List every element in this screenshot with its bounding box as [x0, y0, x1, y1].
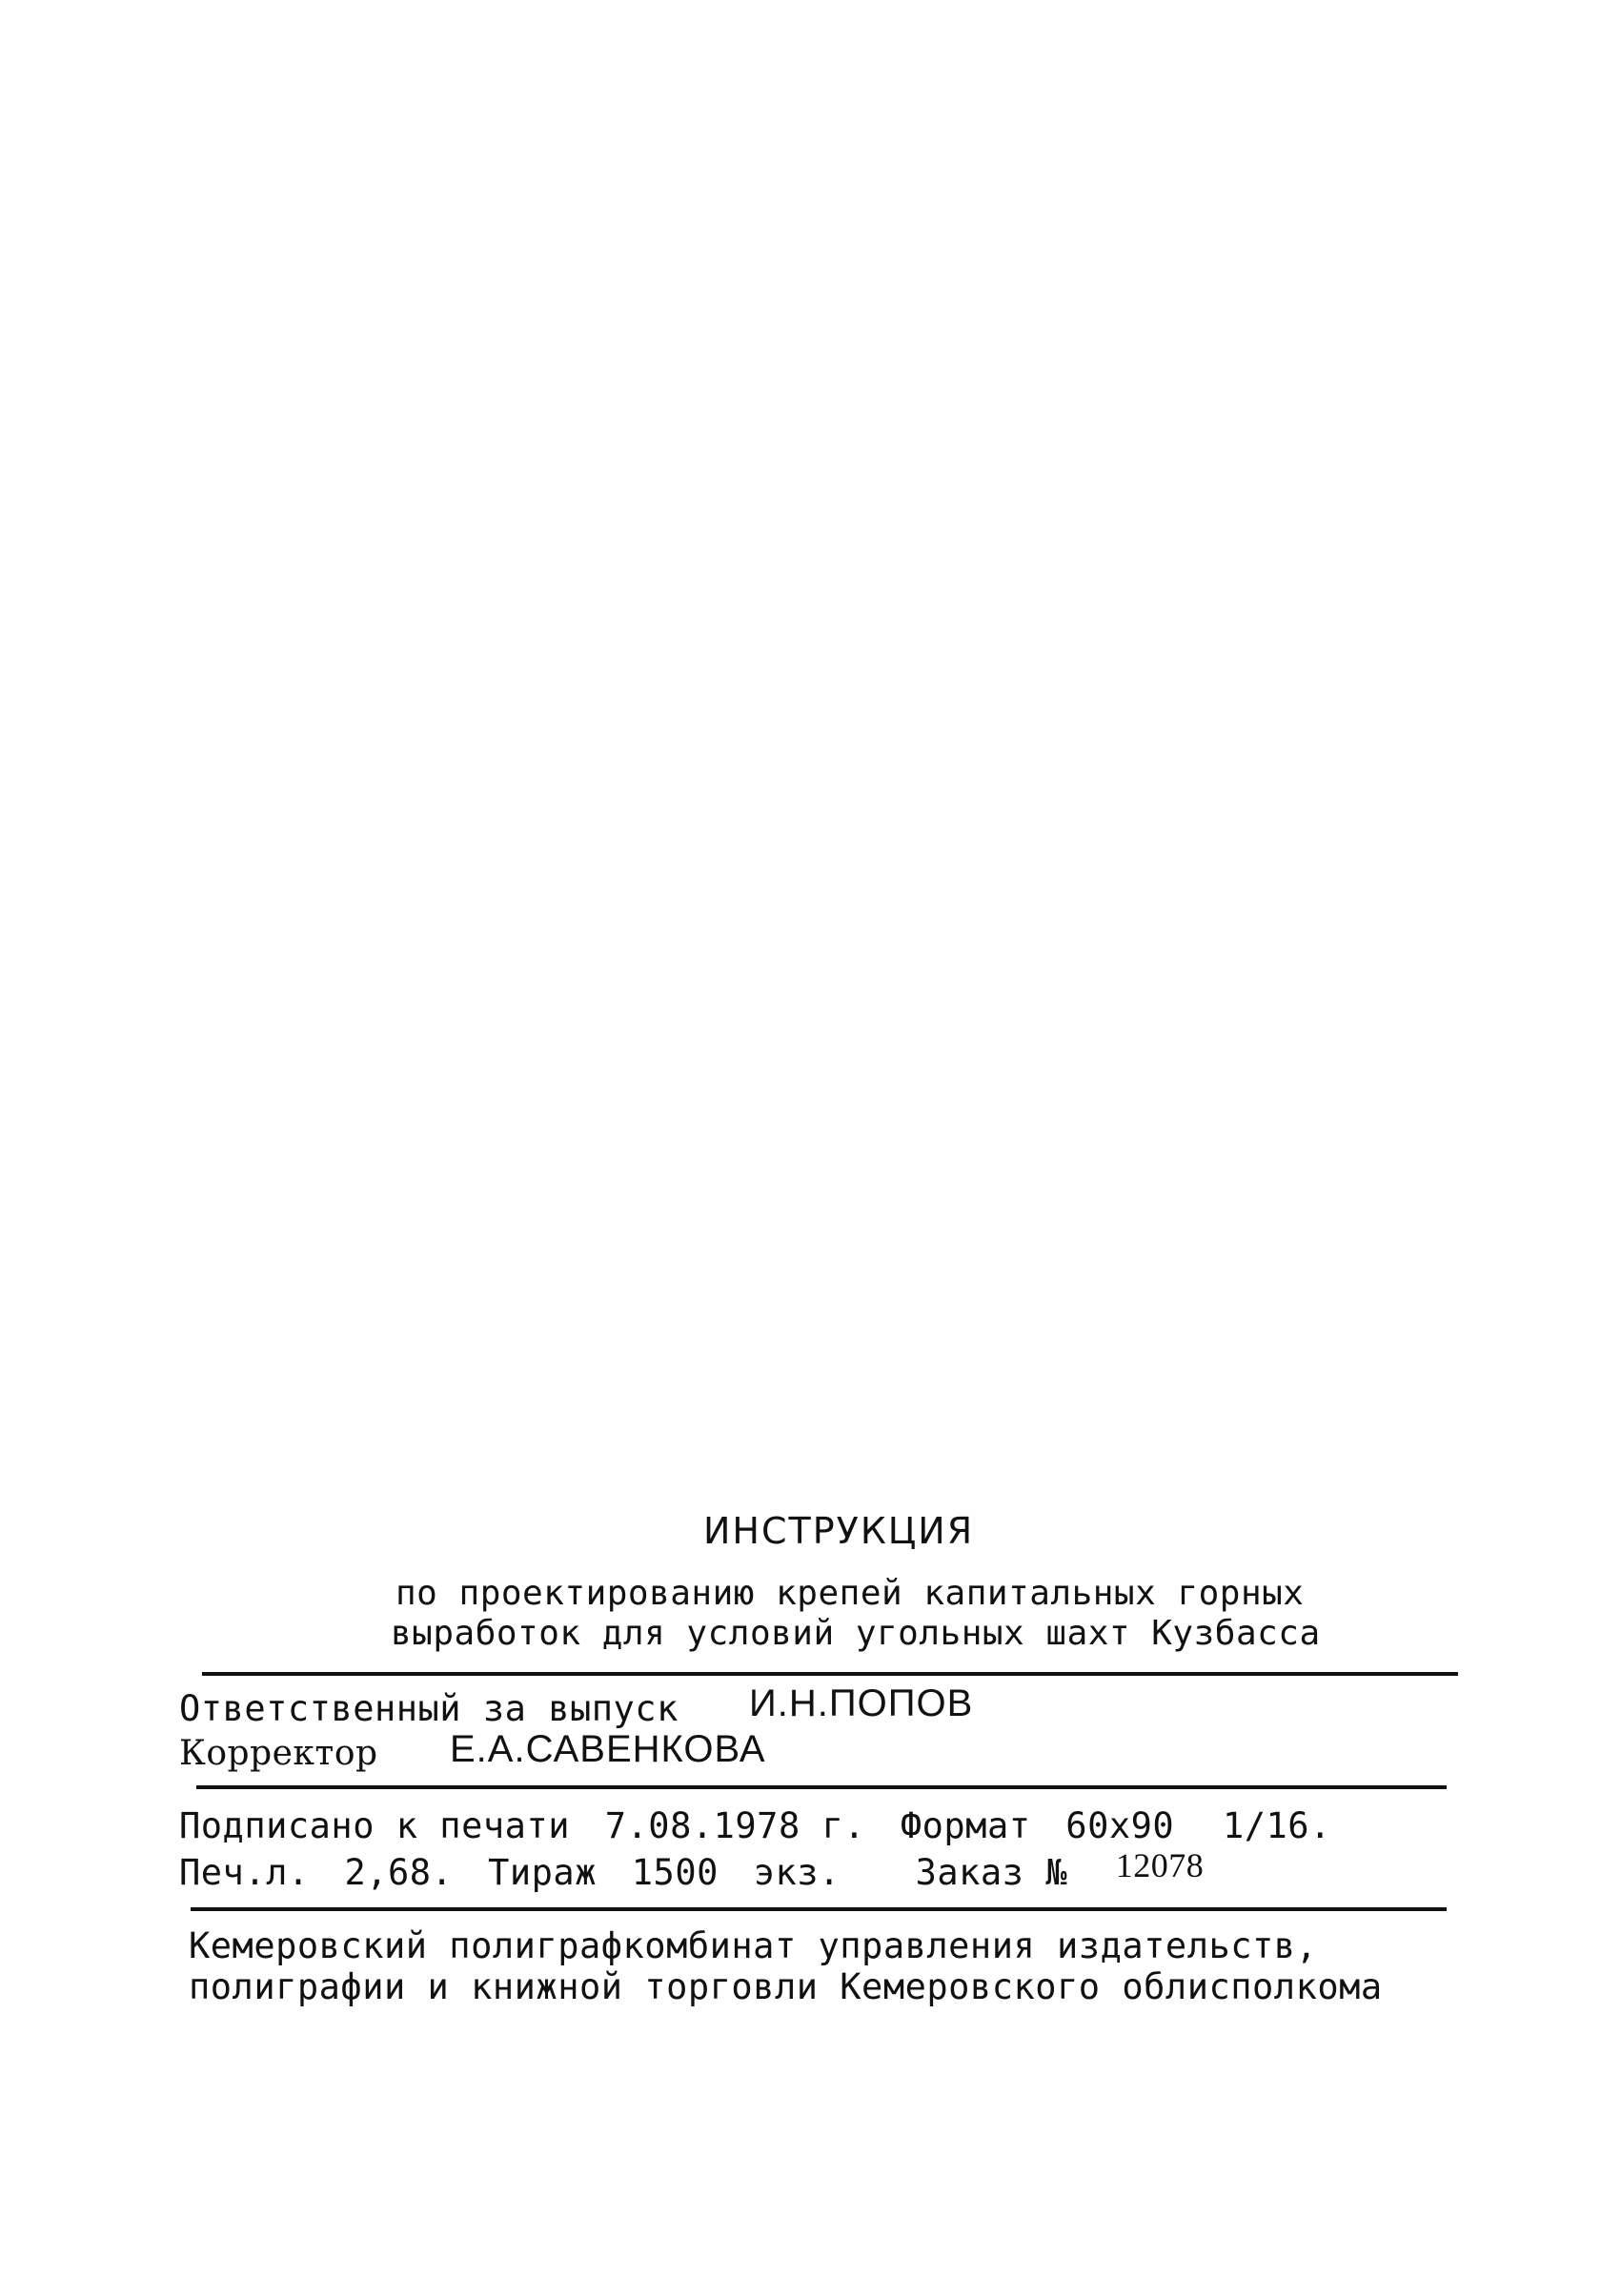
order-label: Заказ № [915, 1852, 1067, 1893]
print-run-label: Тираж [488, 1852, 597, 1893]
signed-date: 7.08.1978 [604, 1805, 800, 1846]
document-subtitle-line-1: по проектированию крепей капитальных горных [395, 1574, 1305, 1613]
publisher-line-2: полиграфии и книжной торговли Кемеровского облисполкома [189, 1966, 1383, 2007]
format-fraction: 1/16. [1222, 1805, 1331, 1846]
signed-format-line [179, 1805, 1331, 1846]
publisher-line-1: Кемеровский полиграфкомбинат управления издательств, [189, 1925, 1318, 1966]
sheets-label: Печ.л. [179, 1852, 310, 1893]
divider-rule [191, 1907, 1447, 1911]
responsible-name: И.Н.ПОПОВ [749, 1682, 974, 1724]
sheets-value: 2,68. [344, 1852, 454, 1893]
document-title: ИНСТРУКЦИЯ [703, 1510, 975, 1552]
corrector-name: Е.А.САВЕНКОВА [450, 1728, 766, 1770]
format-value: 60x90 [1065, 1805, 1175, 1846]
format-label: Формат [900, 1805, 1031, 1846]
responsible-label: Ответственный за выпуск [179, 1688, 679, 1729]
signed-year-suffix: г. [821, 1805, 866, 1846]
document-subtitle-line-2: выработок для условий угольных шахт Кузбасса [391, 1614, 1321, 1653]
signed-label: Подписано к печати [179, 1805, 570, 1846]
sheets-run-order-line [179, 1846, 1205, 1893]
divider-rule [202, 1672, 1458, 1676]
print-run-unit: экз. [753, 1852, 841, 1893]
print-run-value: 1500 [631, 1852, 719, 1893]
divider-rule [196, 1785, 1447, 1789]
order-number: 12078 [1115, 1846, 1205, 1884]
corrector-label: Корректор [179, 1734, 378, 1773]
